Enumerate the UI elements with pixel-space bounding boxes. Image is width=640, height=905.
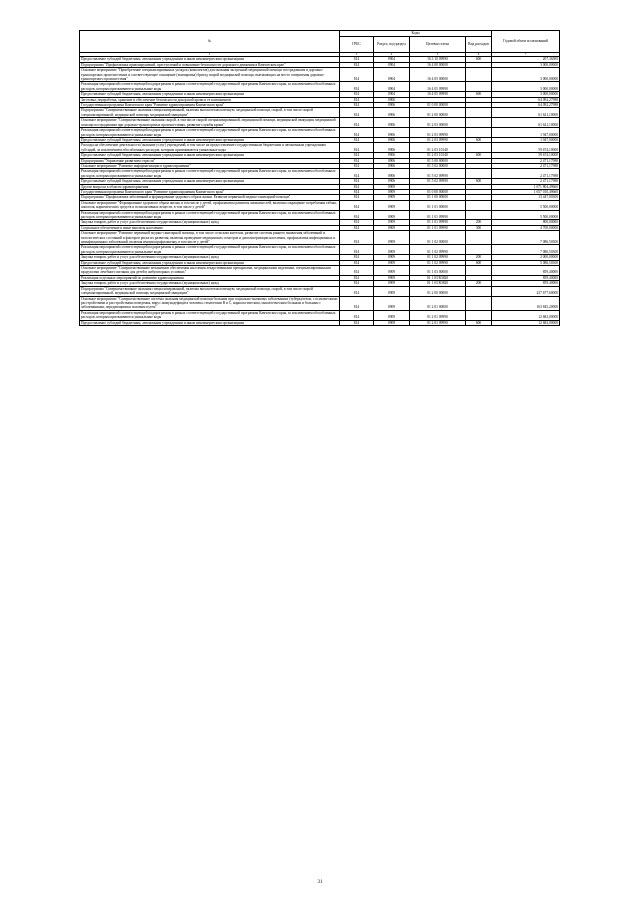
table-row bbox=[80, 143, 560, 153]
row-razdel: 0909 bbox=[374, 281, 410, 286]
row-sum: 207,36500 bbox=[492, 57, 560, 62]
row-name: Государственная программа Камчатского края "Развитие здравоохранения Камчатского края" bbox=[80, 103, 340, 108]
row-grbs: 814 bbox=[340, 143, 374, 153]
row-razdel: 0909 bbox=[374, 286, 410, 296]
row-sum: 2 471,17988 bbox=[492, 179, 560, 184]
row-vr: 600 bbox=[466, 153, 492, 158]
row-name: Подпрограмма "Управление развитием отрасли" bbox=[80, 158, 340, 163]
row-vr: 200 bbox=[466, 255, 492, 260]
row-sum: 1 657 010,49660 bbox=[492, 189, 560, 194]
row-csr: 01 5 02 09990 bbox=[410, 179, 466, 184]
row-sum: 64 092,27988 bbox=[492, 97, 560, 102]
table-header bbox=[80, 31, 560, 57]
row-name: Другие вопросы в области здравоохранения bbox=[80, 184, 340, 189]
row-sum: 163 845,20000 bbox=[492, 296, 560, 310]
row-name: Социальное обеспечение и иные выплаты населению bbox=[80, 225, 340, 230]
row-vr bbox=[466, 128, 492, 138]
row-razdel: 0909 bbox=[374, 210, 410, 220]
row-grbs: 814 bbox=[340, 200, 374, 210]
row-razdel: 0909 bbox=[374, 296, 410, 310]
row-csr: 01 1 02 09990 bbox=[410, 245, 466, 255]
row-sum: 12 682,00000 bbox=[492, 310, 560, 320]
row-csr: 01 1 01 09990 bbox=[410, 225, 466, 230]
header-index: 5 bbox=[410, 53, 466, 57]
page-number: 31 bbox=[317, 880, 323, 885]
row-grbs: 814 bbox=[340, 266, 374, 276]
row-csr: 16 4 05 00000 bbox=[410, 68, 466, 82]
row-csr: 01 1 02 09990 bbox=[410, 255, 466, 260]
header-csr: Целевая статья bbox=[410, 37, 466, 53]
row-csr: 01 5 00 00000 bbox=[410, 158, 466, 163]
row-csr: 01 1 01 09990 bbox=[410, 210, 466, 220]
row-razdel: 0909 bbox=[374, 231, 410, 245]
header-index: 7 bbox=[492, 53, 560, 57]
row-name: Подпрограмма "Профилактика правонарушений, преступлений и повышение безопасности дорожного движения в Камчатском крае" bbox=[80, 62, 340, 67]
row-csr: 16 4 05 09990 bbox=[410, 92, 466, 97]
row-sum: 5 500,00000 bbox=[492, 210, 560, 220]
row-vr: 600 bbox=[466, 320, 492, 325]
table-row bbox=[80, 210, 560, 220]
row-sum: 237 677,60000 bbox=[492, 286, 560, 296]
row-name: Предоставление субсидий бюджетным, автономным учреждениям и иным некоммерческим организациям bbox=[80, 92, 340, 97]
row-sum: 4 700,00000 bbox=[492, 225, 560, 230]
row-razdel: 0906 bbox=[374, 118, 410, 128]
row-grbs: 814 bbox=[340, 275, 374, 280]
row-vr bbox=[466, 266, 492, 276]
row-csr: 01 2 03 10140 bbox=[410, 153, 466, 158]
row-sum: 2 471,17988 bbox=[492, 169, 560, 179]
row-csr: 01 2 03 10140 bbox=[410, 143, 466, 153]
row-grbs: 814 bbox=[340, 153, 374, 158]
row-name: Реализация мероприятий соответствующей подпрограммы в рамках соответствующей государственной программы Камчатского края, за исключением обособленных расходов, которым присваиваются уникальные коды bbox=[80, 245, 340, 255]
row-vr bbox=[466, 286, 492, 296]
row-name: Основное мероприятие "Развитие первичной медико-санитарной помощи, в том числе сельским жителям, развитие системы раннего выявления заболеваний и патологических состояний и факторов риска их развития, включая проведение медицинских осмотров и диспансеризации населения, профилактика инфекционных и неинфекционных заболеваний, включая иммунопрофилактику, в том числе у детей" bbox=[80, 231, 340, 245]
table-row bbox=[80, 296, 560, 310]
row-name: Закупка товаров, работ и услуг для обеспечения государственных (муниципальных) нужд bbox=[80, 281, 340, 286]
row-razdel: 0904 bbox=[374, 82, 410, 92]
row-csr: 01 1 01 00000 bbox=[410, 200, 466, 210]
row-vr bbox=[466, 118, 492, 128]
row-grbs: 814 bbox=[340, 68, 374, 82]
row-razdel: 0904 bbox=[374, 62, 410, 67]
table-row bbox=[80, 169, 560, 179]
row-name: Подпрограмма "Совершенствование оказания специализированной, включая высокотехнологичную, медицинской помощи, скорой, в том числе скорой специализированной, медицинской помощи, медицинской эвакуации" bbox=[80, 108, 340, 118]
table-row bbox=[80, 310, 560, 320]
table-row bbox=[80, 128, 560, 138]
row-grbs: 814 bbox=[340, 281, 374, 286]
row-razdel: 0906 bbox=[374, 143, 410, 153]
row-razdel: 0909 bbox=[374, 184, 410, 189]
row-vr bbox=[466, 68, 492, 82]
header-index: 2 bbox=[80, 53, 340, 57]
row-csr: 01 2 01 09990 bbox=[410, 320, 466, 325]
row-name: Реализация мероприятий соответствующей подпрограммы в рамках соответствующей государственной программы Камчатского края, за исключением обособленных расходов, которым присваиваются уникальные коды bbox=[80, 82, 340, 92]
row-grbs: 814 bbox=[340, 163, 374, 168]
row-grbs: 814 bbox=[340, 195, 374, 200]
row-grbs: 814 bbox=[340, 184, 374, 189]
row-csr: 01 0 00 00000 bbox=[410, 189, 466, 194]
row-name: Закупка товаров, работ и услуг для обеспечения государственных (муниципальных) нужд bbox=[80, 220, 340, 225]
row-name: Основное мероприятие "Совершенствование оказания скорой, в том числе скорой специализированной, медицинской помощи, медицинской эвакуации, медицинской помощи пострадавшим при дорожно-транспортных происшествиях, развитие службы крови" bbox=[80, 118, 340, 128]
row-razdel: 0904 bbox=[374, 57, 410, 62]
row-name: Основное мероприятие "Развитие информатизации в здравоохранении" bbox=[80, 163, 340, 168]
row-sum: 3 000,00000 bbox=[492, 82, 560, 92]
row-grbs: 814 bbox=[340, 286, 374, 296]
row-vr bbox=[466, 108, 492, 118]
row-name: Основное мероприятие "Формирование здорового образа жизни, в том числе у детей, профилактика развития зависимостей, включая сокращение потребления табака, алкоголя, наркотических средств и психоактивных веществ, в том числе у детей" bbox=[80, 200, 340, 210]
row-sum: 3 000,00000 bbox=[492, 62, 560, 67]
row-razdel: 0909 bbox=[374, 310, 410, 320]
row-grbs: 814 bbox=[340, 97, 374, 102]
row-sum: 5 086,50300 bbox=[492, 260, 560, 265]
row-csr: 01 0 00 00000 bbox=[410, 103, 466, 108]
header-index: 3 bbox=[340, 53, 374, 57]
row-grbs: 814 bbox=[340, 82, 374, 92]
row-vr bbox=[466, 169, 492, 179]
row-name: Предоставление субсидий бюджетным, автономным учреждениям и иным некоммерческим организациям bbox=[80, 137, 340, 142]
row-razdel: 0904 bbox=[374, 92, 410, 97]
row-sum: 859,40000 bbox=[492, 275, 560, 280]
row-sum: 12 682,00000 bbox=[492, 320, 560, 325]
row-grbs: 814 bbox=[340, 231, 374, 245]
row-name: Закупка товаров, работ и услуг для обеспечения государственных (муниципальных) нужд bbox=[80, 255, 340, 260]
row-csr: 01 1 03 R3820 bbox=[410, 275, 466, 280]
header-number: № bbox=[80, 31, 340, 53]
row-csr: 01 2 01 09990 bbox=[410, 310, 466, 320]
header-razdel: Раздел, под-раздел bbox=[374, 37, 410, 53]
row-csr: 01 2 03 09990 bbox=[410, 137, 466, 142]
row-sum: 1 947,00000 bbox=[492, 128, 560, 138]
row-razdel: 0906 bbox=[374, 153, 410, 158]
header-index: 4 bbox=[374, 53, 410, 57]
row-csr: 16 4 05 09990 bbox=[410, 82, 466, 92]
header-vr: Вид расходов bbox=[466, 37, 492, 53]
row-sum: 59 674,10000 bbox=[492, 143, 560, 153]
table-row bbox=[80, 245, 560, 255]
row-grbs: 814 bbox=[340, 310, 374, 320]
header-annual-sum: Годовой объем ассигнований bbox=[492, 31, 560, 53]
header-grbs: ГРБС bbox=[340, 37, 374, 53]
row-csr: 16 4 00 00000 bbox=[410, 62, 466, 67]
row-name: Подпрограмма "Профилактика заболеваний и формирование здорового образа жизни. Развитие первичной медико-санитарной помощи" bbox=[80, 195, 340, 200]
row-grbs: 814 bbox=[340, 320, 374, 325]
row-name: Предоставление субсидий бюджетным, автономным учреждениям и иным некоммерческим организациям bbox=[80, 320, 340, 325]
row-sum: 3 000,00000 bbox=[492, 92, 560, 97]
row-csr: 01 1 03 R3820 bbox=[410, 281, 466, 286]
row-name: Основное мероприятие "Совершенствование системы оказания медицинской помощи больным при социально-значимых заболеваниях (туберкулезом, с психическими расстройствами и расстройствами поведения, вирус иммунодефицита человека, гепатитами B и C, наркологическим, онкологическим больным и больным с заболеваниями, передающимися половым путем" bbox=[80, 296, 340, 310]
row-grbs: 814 bbox=[340, 225, 374, 230]
row-razdel: 0909 bbox=[374, 266, 410, 276]
row-name: Государственная программа Камчатского края "Развитие здравоохранения Камчатского края" bbox=[80, 189, 340, 194]
row-sum: 5 500,00000 bbox=[492, 200, 560, 210]
row-sum: 800,00000 bbox=[492, 220, 560, 225]
row-csr: 01 5 02 00000 bbox=[410, 163, 466, 168]
row-razdel: 0906 bbox=[374, 179, 410, 184]
row-razdel: 0906 bbox=[374, 97, 410, 102]
row-sum: 2 471,17988 bbox=[492, 163, 560, 168]
row-csr: 01 2 00 00000 bbox=[410, 108, 466, 118]
row-vr: 600 bbox=[466, 260, 492, 265]
row-vr bbox=[466, 210, 492, 220]
header-codes: Коды bbox=[340, 31, 492, 37]
row-grbs: 814 bbox=[340, 179, 374, 184]
row-sum: 1 671 804,49660 bbox=[492, 184, 560, 189]
row-razdel: 0906 bbox=[374, 128, 410, 138]
row-sum: 7 086,50300 bbox=[492, 245, 560, 255]
row-vr bbox=[466, 200, 492, 210]
row-razdel: 0906 bbox=[374, 163, 410, 168]
row-razdel: 0909 bbox=[374, 260, 410, 265]
table-row bbox=[80, 286, 560, 296]
row-csr: 01 2 03 00000 bbox=[410, 118, 466, 128]
row-name: Предоставление субсидий бюджетным, автономным учреждениям и иным некоммерческим организациям bbox=[80, 179, 340, 184]
row-name: Предоставление субсидий бюджетным, автономным учреждениям и иным некоммерческим организациям bbox=[80, 153, 340, 158]
row-sum: 13 447,00300 bbox=[492, 195, 560, 200]
row-grbs: 814 bbox=[340, 103, 374, 108]
document-page bbox=[79, 30, 559, 326]
row-grbs: 814 bbox=[340, 57, 374, 62]
row-name: Реализация мероприятий соответствующей подпрограммы в рамках соответствующей государственной программы Камчатского края, за исключением обособленных расходов, которым присваиваются уникальные коды bbox=[80, 310, 340, 320]
row-name: Предоставление субсидий бюджетным, автономным учреждениям и иным некоммерческим организациям bbox=[80, 57, 340, 62]
row-name: Реализация мероприятий соответствующей подпрограммы в рамках соответствующей государственной программы Камчатского края, за исключением обособленных расходов, которым присваиваются уникальные коды bbox=[80, 128, 340, 138]
row-grbs: 814 bbox=[340, 220, 374, 225]
row-razdel: 0906 bbox=[374, 137, 410, 142]
row-sum: 859,40000 bbox=[492, 281, 560, 286]
row-csr: 01 1 02 00000 bbox=[410, 231, 466, 245]
row-sum: 61 621,10000 bbox=[492, 108, 560, 118]
row-grbs: 814 bbox=[340, 296, 374, 310]
row-sum: 61 621,10000 bbox=[492, 118, 560, 128]
row-name: Основное мероприятие "Совершенствование механизмов обеспечения населения лекарственными препаратами, медицинскими изделиями, специализированными продуктами лечебного питания для детей в амбулаторных условиях" bbox=[80, 266, 340, 276]
row-razdel: 0909 bbox=[374, 220, 410, 225]
row-csr: 01 1 00 00000 bbox=[410, 195, 466, 200]
row-name: Реализация мероприятий соответствующей подпрограммы в рамках соответствующей государственной программы Камчатского края, за исключением обособленных расходов, которым присваиваются уникальные коды bbox=[80, 210, 340, 220]
row-grbs: 814 bbox=[340, 245, 374, 255]
row-grbs: 814 bbox=[340, 189, 374, 194]
row-grbs: 814 bbox=[340, 128, 374, 138]
row-razdel: 0904 bbox=[374, 68, 410, 82]
row-csr: 01 5 02 09990 bbox=[410, 169, 466, 179]
row-vr: 600 bbox=[466, 179, 492, 184]
row-sum: 2 000,00000 bbox=[492, 255, 560, 260]
row-razdel: 0906 bbox=[374, 108, 410, 118]
row-vr: 600 bbox=[466, 137, 492, 142]
row-csr: 01 1 03 00000 bbox=[410, 266, 466, 276]
row-name: Реализация отдельных мероприятий по развитию здравоохранения bbox=[80, 275, 340, 280]
row-grbs: 814 bbox=[340, 92, 374, 97]
row-vr bbox=[466, 310, 492, 320]
row-razdel: 0909 bbox=[374, 320, 410, 325]
row-sum: 64 092,27988 bbox=[492, 103, 560, 108]
row-vr bbox=[466, 143, 492, 153]
row-csr: 01 2 01 00000 bbox=[410, 296, 466, 310]
row-sum: 59 674,10000 bbox=[492, 153, 560, 158]
row-vr bbox=[466, 245, 492, 255]
table-body bbox=[80, 57, 560, 326]
row-sum: 2 471,17988 bbox=[492, 158, 560, 163]
row-grbs: 814 bbox=[340, 118, 374, 128]
row-vr bbox=[466, 296, 492, 310]
row-vr: 300 bbox=[466, 225, 492, 230]
row-name: Подпрограмма "Совершенствование оказания специализированной, включая высокотехнологичную, медицинской помощи, скорой, в том числе скорой специализированной, медицинской помощи, медицинской эвакуации" bbox=[80, 286, 340, 296]
row-razdel: 0909 bbox=[374, 245, 410, 255]
table-row bbox=[80, 266, 560, 276]
row-razdel: 0909 bbox=[374, 195, 410, 200]
row-csr: 01 1 01 09990 bbox=[410, 220, 466, 225]
row-vr: 200 bbox=[466, 281, 492, 286]
table-row bbox=[80, 320, 560, 325]
row-razdel: 0909 bbox=[374, 200, 410, 210]
table-row bbox=[80, 231, 560, 245]
row-razdel: 0906 bbox=[374, 169, 410, 179]
row-name: Предоставление субсидий бюджетным, автономным учреждениям и иным некоммерческим организациям bbox=[80, 260, 340, 265]
row-vr: 600 bbox=[466, 92, 492, 97]
row-grbs: 814 bbox=[340, 62, 374, 67]
row-sum: 859,40000 bbox=[492, 266, 560, 276]
row-csr: 01 2 03 09990 bbox=[410, 128, 466, 138]
row-name: Заготовка, переработка, хранение и обеспечение безопасности донорской крови и ее компонентов bbox=[80, 97, 340, 102]
row-grbs: 814 bbox=[340, 169, 374, 179]
row-csr: 01 1 02 09990 bbox=[410, 260, 466, 265]
row-sum: 3 000,00000 bbox=[492, 68, 560, 82]
row-razdel: 0909 bbox=[374, 225, 410, 230]
row-razdel: 0906 bbox=[374, 158, 410, 163]
row-razdel: 0906 bbox=[374, 103, 410, 108]
table-row bbox=[80, 68, 560, 82]
row-grbs: 814 bbox=[340, 108, 374, 118]
row-grbs: 814 bbox=[340, 260, 374, 265]
row-razdel: 0909 bbox=[374, 189, 410, 194]
table-row bbox=[80, 200, 560, 210]
row-name: Реализация мероприятий соответствующей подпрограммы в рамках соответствующей государственной программы Камчатского края, за исключением обособленных расходов, которым присваиваются уникальные коды bbox=[80, 169, 340, 179]
row-vr bbox=[466, 82, 492, 92]
row-name: Расходы на обеспечение деятельности (оказание услуг) учреждений, в том числе на предоставление государственным бюджетным и автономным учреждениям субсидий, за исключением обособленных расходов, которым присваиваются уникальные коды bbox=[80, 143, 340, 153]
row-csr: 16 3 10 09990 bbox=[410, 57, 466, 62]
row-grbs: 814 bbox=[340, 137, 374, 142]
row-csr: 01 2 00 00000 bbox=[410, 286, 466, 296]
table-row bbox=[80, 118, 560, 128]
row-grbs: 814 bbox=[340, 255, 374, 260]
row-sum: 1 947,00000 bbox=[492, 137, 560, 142]
row-vr bbox=[466, 231, 492, 245]
row-name: Основное мероприятие "Приобретение специализированных укладок (комплектов) для оказания экстренной медицинской помощи пострадавшим в дорожно-транспортных происшествиях и соответствующее оснащение (экипировка) бригад скорой медицинской помощи, выезжающих на место совершения дорожно-транспортного происшествия" bbox=[80, 68, 340, 82]
row-razdel: 0909 bbox=[374, 275, 410, 280]
row-vr: 600 bbox=[466, 57, 492, 62]
row-grbs: 814 bbox=[340, 158, 374, 163]
row-razdel: 0909 bbox=[374, 255, 410, 260]
row-grbs: 814 bbox=[340, 210, 374, 220]
row-vr: 200 bbox=[466, 220, 492, 225]
table-row bbox=[80, 82, 560, 92]
table-row bbox=[80, 108, 560, 118]
header-index: 6 bbox=[466, 53, 492, 57]
row-sum: 7 086,50300 bbox=[492, 231, 560, 245]
budget-table bbox=[79, 30, 560, 326]
